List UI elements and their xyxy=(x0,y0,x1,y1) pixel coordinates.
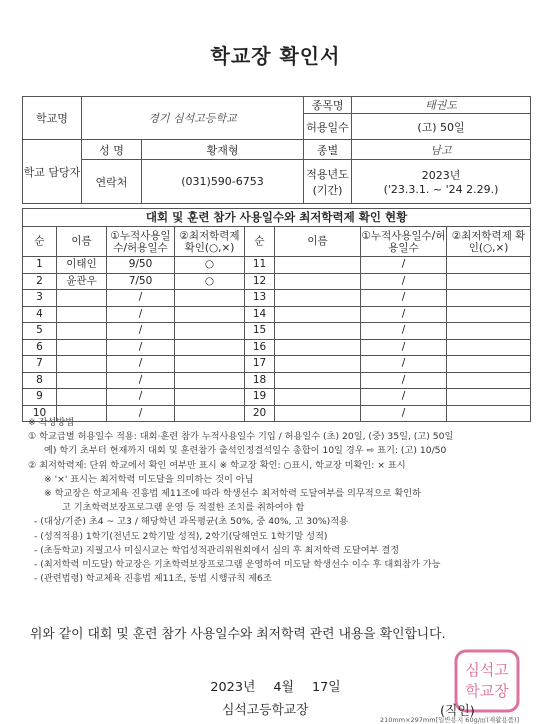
row-days-right: / xyxy=(361,273,447,290)
row-check-right xyxy=(447,339,531,356)
row-name-right xyxy=(275,339,361,356)
col-days: ①누적사용일수/허용일수 xyxy=(107,227,175,257)
participants-table xyxy=(22,208,531,422)
row-no: 8 xyxy=(23,372,57,389)
row-days-right: / xyxy=(361,389,447,406)
event-label: 종목명 xyxy=(304,97,352,114)
row-check xyxy=(175,323,245,340)
row-name-right xyxy=(275,257,361,274)
note-line: ※ 학교장은 학교체육 진흥법 제11조에 따라 학생선수 최저학력 도달여부를 의무적으로 확인하 xyxy=(44,488,421,500)
table-row xyxy=(23,290,531,307)
row-days: / xyxy=(107,389,175,406)
row-name xyxy=(57,372,107,389)
row-name-right xyxy=(275,372,361,389)
row-check-right xyxy=(447,372,531,389)
row-name-right xyxy=(275,306,361,323)
allowed-label: 허용일수 xyxy=(304,114,352,140)
section-title: 대회 및 훈련 참가 사용일수와 최저학력제 확인 현황 xyxy=(23,209,531,227)
note-line: - (초등학교) 지필고사 미실시교는 학업성적관리위원회에서 심의 후 최저학력 도달여부 결정 xyxy=(34,544,400,556)
row-no: 6 xyxy=(23,339,57,356)
row-no: 2 xyxy=(23,273,57,290)
row-no-right: 11 xyxy=(245,257,275,274)
principal-school: 심석고등학교장 xyxy=(222,703,309,718)
period-value: ('23.3.1. ~ '24 2.29.) xyxy=(383,183,499,196)
table-row xyxy=(23,389,531,406)
note-line: 고 기초학력보장프로그램 운영 등 적절한 조치를 취하여야 함 xyxy=(62,502,305,514)
row-days-right: / xyxy=(361,306,447,323)
row-no-right: 17 xyxy=(245,356,275,373)
row-no-right: 18 xyxy=(245,372,275,389)
year-cell xyxy=(352,160,531,204)
note-line: - (성적적용) 1학기(전년도 2학기말 성적), 2학기(당해연도 1학기말 성적) xyxy=(34,530,328,542)
table-row xyxy=(23,257,531,274)
row-check-right xyxy=(447,389,531,406)
row-name: 윤관우 xyxy=(57,273,107,290)
note-line: ② 최저학력제: 단위 학교에서 확인 여부만 표시 ※ 학교장 확인: ○표시, 학교장 미확인: × 표시 xyxy=(28,459,406,471)
note-line: - (대상/기준) 초4 ~ 고3 / 해당학년 과목평균(초 50%, 중 40%, 고 30%)적용 xyxy=(34,516,349,528)
table-row xyxy=(23,356,531,373)
note-line: ① 학교급별 허용일수 적용: 대회·훈련 참가 누적사용일수 기입 / 허용일수 (초) 20일, (중) 35일, (고) 50일 xyxy=(28,431,454,443)
row-days: / xyxy=(107,306,175,323)
row-no-right: 19 xyxy=(245,389,275,406)
row-name-right xyxy=(275,323,361,340)
seal-line1: 심석고 xyxy=(465,661,509,679)
confirm-date: 2023년 4월 17일 xyxy=(210,680,341,695)
note-line: - (최저학력 미도달) 학교장은 기초학력보장프로그램 운영하여 미도달 학생선수 이수 후 대회참가 가능 xyxy=(34,559,441,571)
row-no: 3 xyxy=(23,290,57,307)
row-no: 5 xyxy=(23,323,57,340)
note-line: 예) 학기 초부터 현재까지 대회 및 훈련참가 출석인정결석일수 총합이 10일 경우 ⇨ 표기: (고) 10/50 xyxy=(44,445,447,457)
contact-label: 학교 담당자 xyxy=(23,140,82,204)
row-check-right xyxy=(447,290,531,307)
row-name: 이태인 xyxy=(57,257,107,274)
row-check-right xyxy=(447,257,531,274)
note-line: - (관련법령) 학교체육 진흥법 제11조, 동법 시행규칙 제6조 xyxy=(34,573,272,585)
row-name xyxy=(57,306,107,323)
table-row xyxy=(23,323,531,340)
col-no: 순 xyxy=(23,227,57,257)
info-table xyxy=(22,96,531,204)
year-label: 적용년도 (기간) xyxy=(304,160,352,204)
row-days: / xyxy=(107,356,175,373)
col-check-right: ②최저학력제 확인(○,×) xyxy=(447,227,531,257)
col-days-right: ①누적사용일수/허용일수 xyxy=(361,227,447,257)
row-no: 7 xyxy=(23,356,57,373)
event-value: 태권도 xyxy=(352,97,531,114)
row-days: 9/50 xyxy=(107,257,175,274)
row-no-right: 16 xyxy=(245,339,275,356)
row-check xyxy=(175,339,245,356)
row-check xyxy=(175,389,245,406)
row-no: 4 xyxy=(23,306,57,323)
seal-line2: 학교장 xyxy=(465,682,509,700)
row-days: / xyxy=(107,372,175,389)
name-value: 황재형 xyxy=(142,140,304,160)
row-name xyxy=(57,356,107,373)
row-check xyxy=(175,290,245,307)
school-label: 학교명 xyxy=(23,97,82,140)
row-no-right: 15 xyxy=(245,323,275,340)
row-no: 9 xyxy=(23,389,57,406)
phone-label: 연락처 xyxy=(82,160,142,204)
confirm-text: 위와 같이 대회 및 훈련 참가 사용일수와 최저학력 관련 내용을 확인합니다. xyxy=(30,627,446,642)
row-name xyxy=(57,389,107,406)
row-check-right xyxy=(447,323,531,340)
phone-value: (031)590-6753 xyxy=(142,160,304,204)
category-value: 남고 xyxy=(352,140,531,160)
row-days-right: / xyxy=(361,405,447,422)
table-row xyxy=(23,306,531,323)
stamp-label: (직인) xyxy=(440,704,475,719)
col-no-right: 순 xyxy=(245,227,275,257)
allowed-value: (고) 50일 xyxy=(352,114,531,140)
row-check xyxy=(175,306,245,323)
note-line: ※ '×' 표시는 최저학력 미도달을 의미하는 것이 아님 xyxy=(44,473,254,485)
row-check xyxy=(175,372,245,389)
col-name-right: 이름 xyxy=(275,227,361,257)
row-name-right xyxy=(275,290,361,307)
notes xyxy=(28,416,538,586)
row-days: / xyxy=(107,290,175,307)
row-days-right: / xyxy=(361,356,447,373)
school-value: 경기 심석고등학교 xyxy=(82,97,304,140)
row-days-right: / xyxy=(361,257,447,274)
row-days-right: / xyxy=(361,323,447,340)
row-days-right: / xyxy=(361,290,447,307)
row-check-right xyxy=(447,273,531,290)
row-check xyxy=(175,356,245,373)
paper-spec: 210mm×297mm[일반용지 60g/㎡(재활용품)] xyxy=(380,716,520,724)
row-no-right: 14 xyxy=(245,306,275,323)
year-value: 2023년 xyxy=(421,169,461,182)
col-check: ②최저학력제 확인(○,×) xyxy=(175,227,245,257)
row-no-right: 20 xyxy=(245,405,275,422)
row-name xyxy=(57,290,107,307)
row-check: ○ xyxy=(175,257,245,274)
row-name xyxy=(57,339,107,356)
page-title: 학교장 확인서 xyxy=(210,44,341,68)
note-line: ※ 작성방법 xyxy=(28,417,75,428)
category-label: 종별 xyxy=(304,140,352,160)
row-no: 10 xyxy=(23,405,57,422)
row-check-right xyxy=(447,356,531,373)
row-days: / xyxy=(107,323,175,340)
row-check-right xyxy=(447,306,531,323)
row-days-right: / xyxy=(361,339,447,356)
name-label: 성 명 xyxy=(82,140,142,160)
row-name xyxy=(57,323,107,340)
table-row xyxy=(23,273,531,290)
table-row xyxy=(23,372,531,389)
row-no: 1 xyxy=(23,257,57,274)
row-days: / xyxy=(107,405,175,422)
col-name: 이름 xyxy=(57,227,107,257)
row-check: ○ xyxy=(175,273,245,290)
table-row xyxy=(23,339,531,356)
row-name-right xyxy=(275,273,361,290)
row-days-right: / xyxy=(361,372,447,389)
row-name-right xyxy=(275,356,361,373)
row-name-right xyxy=(275,389,361,406)
row-days: / xyxy=(107,339,175,356)
row-no-right: 13 xyxy=(245,290,275,307)
row-no-right: 12 xyxy=(245,273,275,290)
row-days: 7/50 xyxy=(107,273,175,290)
